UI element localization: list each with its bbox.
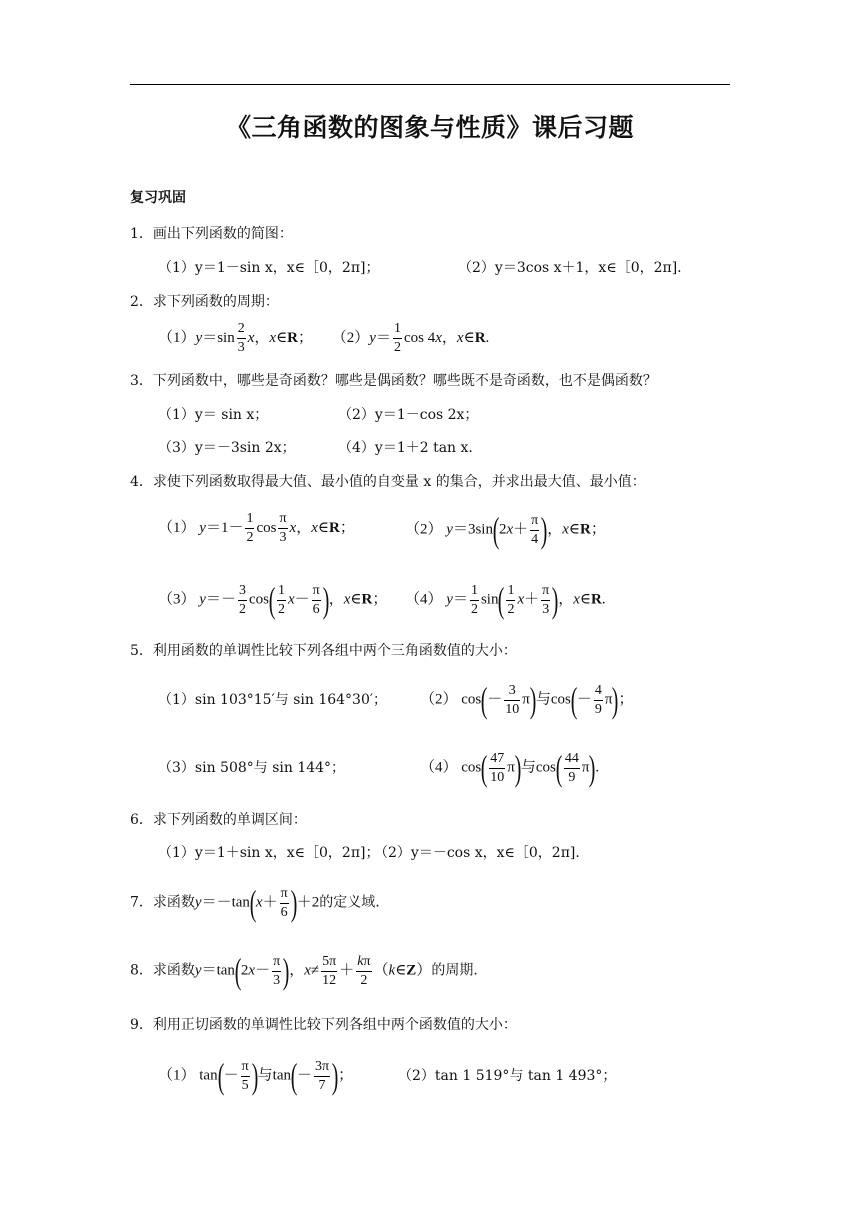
page-title: 《三角函数的图象与性质》课后习题 [225,113,634,142]
q8-line: 8．求函数y＝tan(2x－ $\frac{\pi}{3}$ )，x≠ $\frac{5\pi}{12}$ ＋ $\frac{k\pi}{2}$ （k∈Z）的周期. [130,951,478,991]
q4-formula1: （1） y＝1－ $\frac{1}{2}$ cos $\frac{\pi}{3}$ x，x∈R； [158,511,355,545]
q3-part1: （1）y＝ sin x； [158,407,269,423]
q8-suffix: 的周期. [431,962,478,979]
q2-stem: 2．求下列函数的周期： [130,294,279,310]
q9-stem: 9．利用正切函数的单调性比较下列各组中两个函数值的大小： [130,1017,517,1033]
q9-part2: （2）tan 1 519°与 tan 1 493°； [398,1068,617,1084]
q5-part3: （3）sin 508°与 sin 144°； [158,760,346,776]
header-rule [130,84,730,85]
q7-suffix: 的定义域. [319,894,380,911]
q7-line: 7．求函数y＝－tan(x＋ $\frac{\pi}{6}$ )＋2的定义域. [130,883,380,923]
q5-part1: （1）sin 103°15′与 sin 164°30′； [158,692,388,708]
q6-part2: （2）y＝－cos x，x∈［0，2π]. [374,845,580,861]
q1-stem: 1．画出下列函数的简图： [130,226,293,242]
q3-part2: （2）y＝1－cos 2x； [338,407,479,423]
q4-stem: 4．求使下列函数取得最大值、最小值的自变量 x 的集合，并求出最大值、最小值： [130,474,646,490]
q8-prefix: 8．求函数 [130,962,195,979]
q4-formula3: （3） y＝－ $\frac{3}{2}$ cos( $\frac{1}{2}$ x－ $\frac{\pi}{6}$ )，x∈R； [158,580,388,620]
q9-part1: （1） tan(－ $\frac{\pi}{5}$ )与tan(－ $\frac{3\pi}{7}$ )； [158,1056,354,1096]
q5-part2: （2） cos(－ $\frac{3}{10}$ π)与cos(－ $\frac{4}{9}$ π)； [420,680,634,720]
q1-part2: （2）y＝3cos x＋1，x∈［0，2π]. [458,260,682,276]
q2-formulas: （1）y＝sin $\frac{2}{3}$ x，x∈R； （2）y＝ $\frac{1}{2}$ cos 4x，x∈R. [158,321,490,355]
q3-part4: （4）y＝1＋2 tan x. [338,440,473,456]
q5-stem: 5．利用函数的单调性比较下列各组中两个三角函数值的大小： [130,643,517,659]
q6-part1: （1）y＝1＋sin x，x∈［0，2π]； [158,845,380,861]
q5-part4: （4） cos( $\frac{47}{10}$ π)与cos( $\frac{44}{9}$ π). [420,748,600,788]
q3-stem: 3．下列函数中，哪些是奇函数？哪些是偶函数？哪些既不是奇函数，也不是偶函数？ [130,373,657,389]
q3-part3: （3）y＝－3sin 2x； [158,440,296,456]
q1-part1: （1）y＝1－sin x，x∈［0，2π]； [158,260,380,276]
q7-prefix: 7．求函数 [130,894,195,911]
q4-formula4: （4） y＝ $\frac{1}{2}$ sin( $\frac{1}{2}$ x＋ $\frac{\pi}{3}$ )，x∈R. [405,580,606,620]
q6-stem: 6．求下列函数的单调区间： [130,812,307,828]
q4-formula2: （2） y＝3sin(2x＋ $\frac{\pi}{4}$ )，x∈R； [405,510,606,550]
section-heading: 复习巩固 [130,190,186,206]
